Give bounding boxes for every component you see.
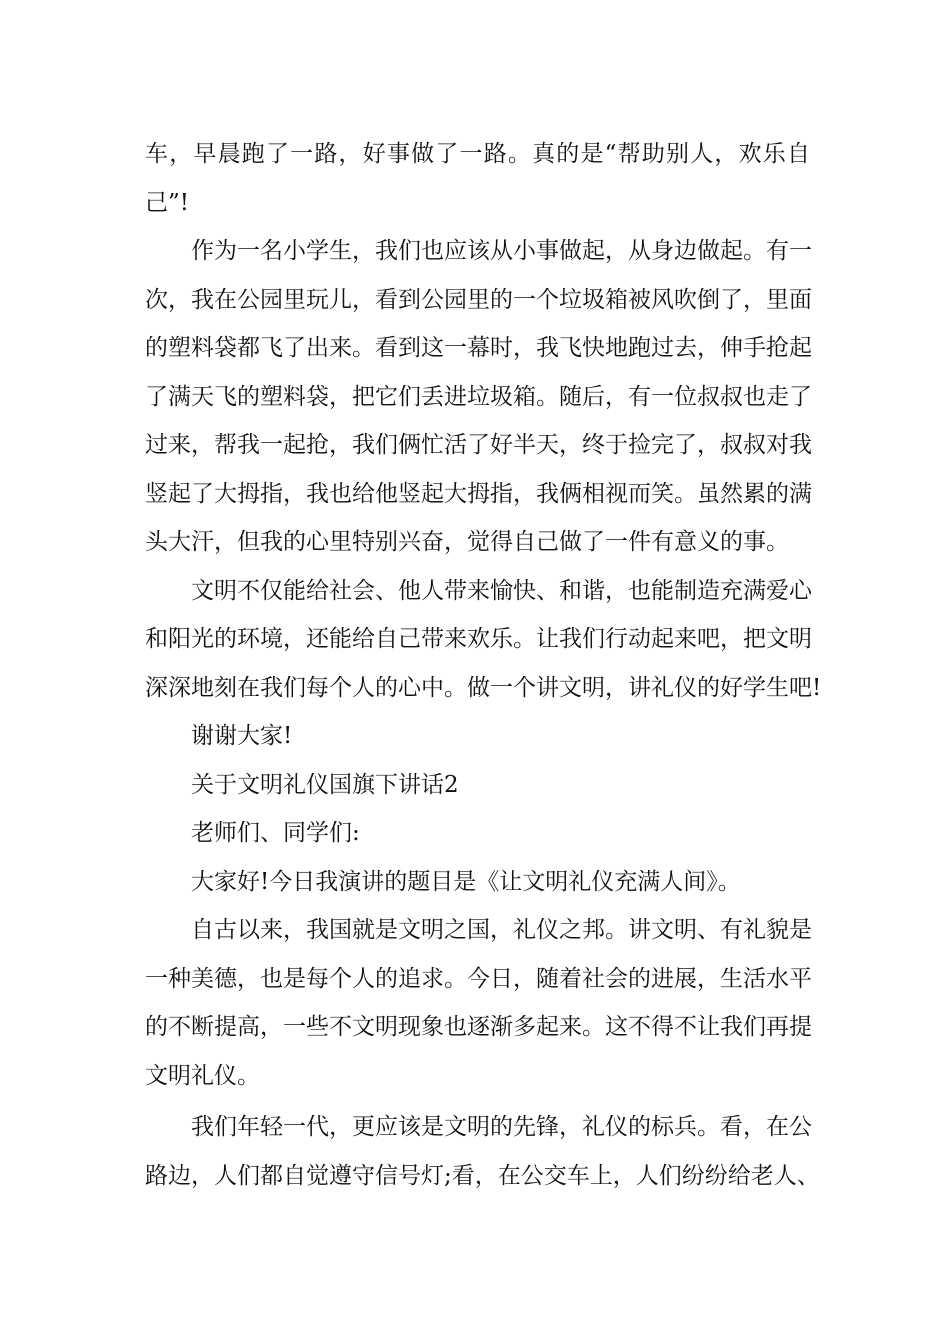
text-line: 路边，人们都自觉遵守信号灯;看，在公交车上，人们纷纷给老人、 bbox=[145, 1162, 820, 1189]
text-line: 文明礼仪。 bbox=[145, 1062, 260, 1089]
text-line: 头大汗，但我的心里特别兴奋，觉得自己做了一件有意义的事。 bbox=[145, 529, 789, 555]
text-line: 车，早晨跑了一路，好事做了一路。真的是“帮助别人，欢乐自 bbox=[145, 141, 810, 167]
text-line: 次，我在公园里玩儿，看到公园里的一个垃圾箱被风吹倒了，里面 bbox=[145, 286, 812, 313]
text-line: 老师们、同学们: bbox=[191, 820, 360, 846]
text-line: 一种美德，也是每个人的追求。今日，随着社会的进展，生活水平 bbox=[145, 965, 812, 992]
text-line: 的塑料袋都飞了出来。看到这一幕时，我飞快地跑过去，伸手抢起 bbox=[145, 335, 812, 361]
text-line: 大家好!今日我演讲的题目是《让文明礼仪充满人间》。 bbox=[191, 868, 741, 895]
text-line: 谢谢大家! bbox=[191, 723, 293, 749]
text-line: 竖起了大拇指，我也给他竖起大拇指，我俩相视而笑。虽然累的满 bbox=[145, 480, 812, 507]
text-line: 自古以来，我国就是文明之国，礼仪之邦。讲文明、有礼貌是 bbox=[191, 917, 812, 943]
text-line: 己”! bbox=[145, 189, 190, 216]
text-line: 过来，帮我一起抢，我们俩忙活了好半天，终于捡完了，叔叔对我 bbox=[145, 432, 812, 458]
text-line: 和阳光的环境，还能给自己带来欢乐。让我们行动起来吧，把文明 bbox=[145, 626, 812, 652]
text-line: 作为一名小学生，我们也应该从小事做起，从身边做起。有一 bbox=[191, 238, 812, 264]
text-line: 文明不仅能给社会、他人带来愉快、和谐，也能制造充满爱心 bbox=[191, 577, 812, 604]
text-line: 的不断提高，一些不文明现象也逐渐多起来。这不得不让我们再提 bbox=[145, 1014, 812, 1040]
text-line: 了满天飞的塑料袋，把它们丢进垃圾箱。随后，有一位叔叔也走了 bbox=[145, 383, 812, 410]
body-text bbox=[145, 130, 822, 1200]
text-line: 深深地刻在我们每个人的心中。做一个讲文明，讲礼仪的好学生吧! bbox=[145, 674, 822, 701]
section-heading: 关于文明礼仪国旗下讲话2 bbox=[191, 771, 459, 798]
text-line: 我们年轻一代，更应该是文明的先锋，礼仪的标兵。看，在公 bbox=[191, 1114, 812, 1140]
